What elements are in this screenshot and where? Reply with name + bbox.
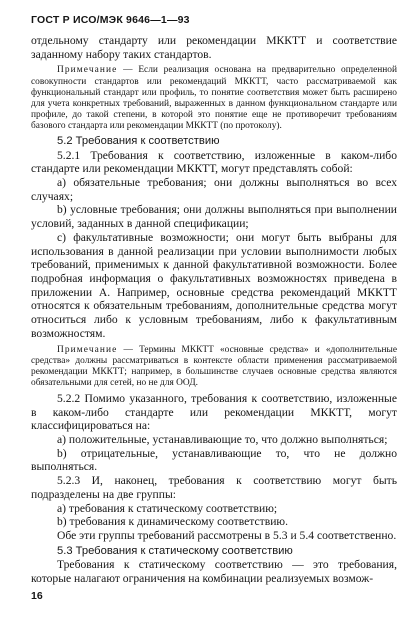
body-paragraph: а) положительные, устанавливающие то, что должно выполняться; xyxy=(57,433,388,446)
note-label: Примечание xyxy=(57,344,118,355)
body-paragraph: Обе эти группы требований рассмотрены в 5.3 и 5.4 соответственно. xyxy=(57,528,397,542)
body-paragraph: Требования к статическому соответствию — это требования, которые налагают ограничения на комбинации реализуемых возмож- xyxy=(31,558,397,586)
body-paragraph: b) требования к динамическому соответствию. xyxy=(57,515,288,529)
note-text: — Термины МККТТ «основные средства» и «дополнительные средства» должны рассматриваться в контексте области применения рассматриваемой рекомендации МККТТ; например, в большинстве случаев основные средства являются обязательными для сетей, но не для ООД. xyxy=(31,344,397,388)
body-paragraph: 5.2.3 И, наконец, требования к соответствию могут быть подразделены на две группы: xyxy=(31,474,397,501)
body-paragraph: b) условные требования; они должны выполняться при выполнении условий, заданных в данной спецификации; xyxy=(31,203,397,231)
note-text: — Если реализация основана на предварительно определенной совокупности стандартов или рекомендаций МККТТ, часто рассматриваемой как функциональный стандарт или профиль, то понятие соответствия может быть расширено для учета конкретных требований, выраженных в данном функциональном стандарте или профиле, до такой степени, в которой это понятие еще не противоречит требованиям базового стандарта или рекомендации МККТТ (по протоколу). xyxy=(31,65,397,131)
section-heading: 5.3 Требования к статическому соответствию xyxy=(57,544,293,557)
note-paragraph xyxy=(31,345,397,389)
note-paragraph xyxy=(31,65,397,132)
body-paragraph: b) отрицательные, устанавливающие то, что не должно выполняться. xyxy=(31,446,397,474)
body-paragraph: отдельному стандарту или рекомендации МККТТ и соответствие заданному набору таких стандартов. xyxy=(31,34,397,61)
body-paragraph: 5.2.1 Требования к соответствию, изложенные в каком-либо стандарте или рекомендации МККТТ, могут представлять собой: xyxy=(31,148,397,176)
body-paragraph: с) факультативные возможности; они могут быть выбраны для использования в данной реализации при условии выполнимости любых требований, применимых к данной факультативной возможности. Более подробная информация о факультативных возможностях приведена в приложении А. Например, основные средства рекомендаций МККТТ относятся к обязательным требованиям, дополнительные средства могут относиться либо к условным требованиям, либо к факультативным возможностям. xyxy=(31,230,397,340)
note-label: Примечание xyxy=(57,65,118,76)
document-body xyxy=(31,34,397,586)
page-number: 16 xyxy=(31,590,43,602)
body-paragraph: а) обязательные требования; они должны выполняться во всех случаях; xyxy=(31,176,397,203)
body-paragraph: 5.2.2 Помимо указанного, требования к соответствию, изложенные в каком-либо стандарте или рекомендации МККТТ, могут классифицироваться на: xyxy=(31,391,397,433)
page-header: ГОСТ Р ИСО/МЭК 9646—1—93 xyxy=(31,14,190,26)
section-heading: 5.2 Требования к соответствию xyxy=(57,134,220,147)
body-paragraph: а) требования к статическому соответствию; xyxy=(57,501,278,515)
